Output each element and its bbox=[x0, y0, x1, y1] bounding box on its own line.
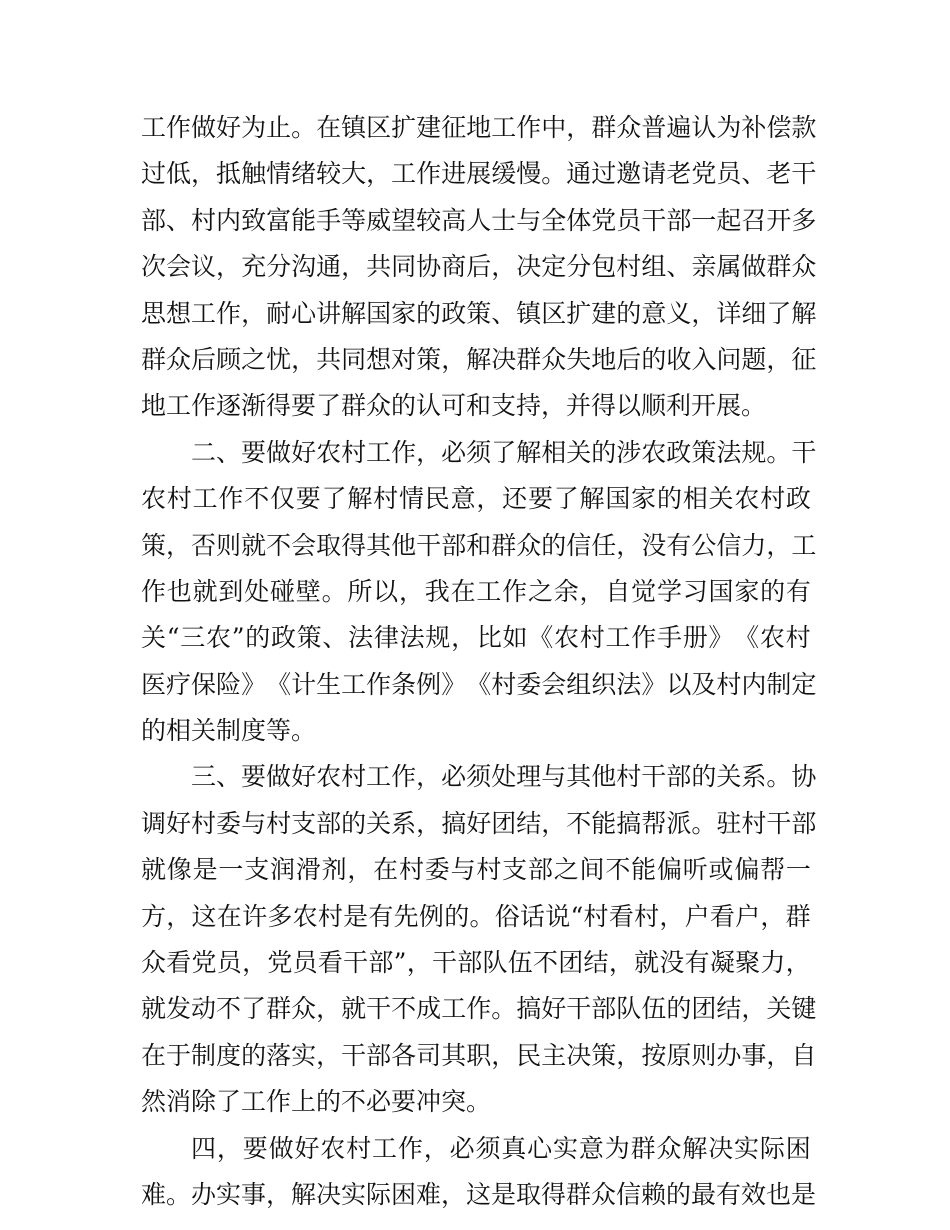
text-line: 关 “ 三 农 ” 的 政 策 、 法 律 法 规 ， 比 如 《 农 村 工 作 手 册 》 《 农 村 bbox=[141, 623, 811, 653]
text-line: 次 会 议 ， 充 分 沟 通 ， 共 同 协 商 后 ， 决 定 分 包 村 组 、 亲 属 做 群 众 bbox=[141, 252, 817, 282]
text-line: 医 疗 保 险 》 《 计 生 工 作 条 例 》 《 村 委 会 组 织 法 》 以 及 村 内 制 定 bbox=[141, 669, 817, 699]
text-line: 的相关制度等。 bbox=[141, 716, 317, 746]
text-line: 群 众 后 顾 之 忧 ， 共 同 想 对 策 ， 解 决 群 众 失 地 后 的 收 入 问 题 ， 征 bbox=[141, 344, 817, 374]
paragraph-p-fourth bbox=[141, 1126, 817, 1219]
text-line: 四 ， 要 做 好 农 村 工 作 ， 必 须 真 心 实 意 为 群 众 解 决 实 际 困 bbox=[191, 1133, 811, 1163]
text-line: 作 也 就 到 处 碰 壁 。 所 以 ， 我 在 工 作 之 余 ， 自 觉 学 习 国 家 的 有 bbox=[141, 576, 811, 606]
text-line: 过 低 ， 抵 触 情 绪 较 大 ， 工 作 进 展 缓 慢 。 通 过 邀 请 老 党 员 、 老 干 bbox=[141, 159, 817, 189]
text-line: 在 于 制 度 的 落 实 ， 干 部 各 司 其 职 ， 民 主 决 策 ， 按 原 则 办 事 ， 自 bbox=[141, 1040, 817, 1070]
text-line: 工 作 做 好 为 止 。 在 镇 区 扩 建 征 地 工 作 中 ， 群 众 普 遍 认 为 补 偿 款 bbox=[141, 113, 817, 142]
text-line: 地工作逐渐得要了群众的认可和支持，并得以顺利开展。 bbox=[141, 391, 767, 421]
text-line: 二 、 要 做 好 农 村 工 作 ， 必 须 了 解 相 关 的 涉 农 政 策 法 规 。 干 bbox=[191, 437, 817, 467]
paragraph-p-continuation bbox=[141, 105, 817, 430]
text-line: 方 ， 这 在 许 多 农 村 是 有 先 例 的 。 俗 话 说 “ 村 看 村 ， 户 看 户 ， 群 bbox=[141, 901, 811, 931]
text-line: 就 像 是 一 支 润 滑 剂 ， 在 村 委 与 村 支 部 之 间 不 能 偏 听 或 偏 帮 一 bbox=[141, 855, 811, 885]
text-line: 难。办实事，解决实际困难，这是取得群众信赖的最有效也是 bbox=[141, 1179, 817, 1209]
text-line: 部 、 村 内 致 富 能 手 等 威 望 较 高 人 士 与 全 体 党 员 干 部 一 起 召 开 多 bbox=[141, 205, 817, 235]
text-line: 思 想 工 作 ， 耐 心 讲 解 国 家 的 政 策 、 镇 区 扩 建 的 意 义 ， 详 细 了 解 bbox=[141, 298, 817, 328]
text-line: 众 看 党 员 ， 党 员 看 干 部 ” ， 干 部 队 伍 不 团 结 ， 就 没 有 凝 聚 力 ， bbox=[141, 948, 811, 978]
paragraph-p-second bbox=[141, 430, 817, 755]
text-line: 三 、 要 做 好 农 村 工 作 ， 必 须 处 理 与 其 他 村 干 部 的 关 系 。 协 bbox=[191, 762, 817, 792]
document-body bbox=[141, 105, 817, 1218]
text-line: 农 村 工 作 不 仅 要 了 解 村 情 民 意 ， 还 要 了 解 国 家 的 相 关 农 村 政 bbox=[141, 484, 811, 514]
text-line: 调 好 村 委 与 村 支 部 的 关 系 ， 搞 好 团 结 ， 不 能 搞 帮 派 。 驻 村 干 部 bbox=[141, 808, 817, 838]
text-line: 策 ， 否 则 就 不 会 取 得 其 他 干 部 和 群 众 的 信 任 ， 没 有 公 信 力 ， 工 bbox=[141, 530, 817, 560]
text-line: 就 发 动 不 了 群 众 ， 就 干 不 成 工 作 。 搞 好 干 部 队 伍 的 团 结 ， 关 键 bbox=[141, 994, 817, 1024]
text-line: 然消除了工作上的不必要冲突。 bbox=[141, 1087, 492, 1117]
paragraph-p-third bbox=[141, 754, 817, 1125]
